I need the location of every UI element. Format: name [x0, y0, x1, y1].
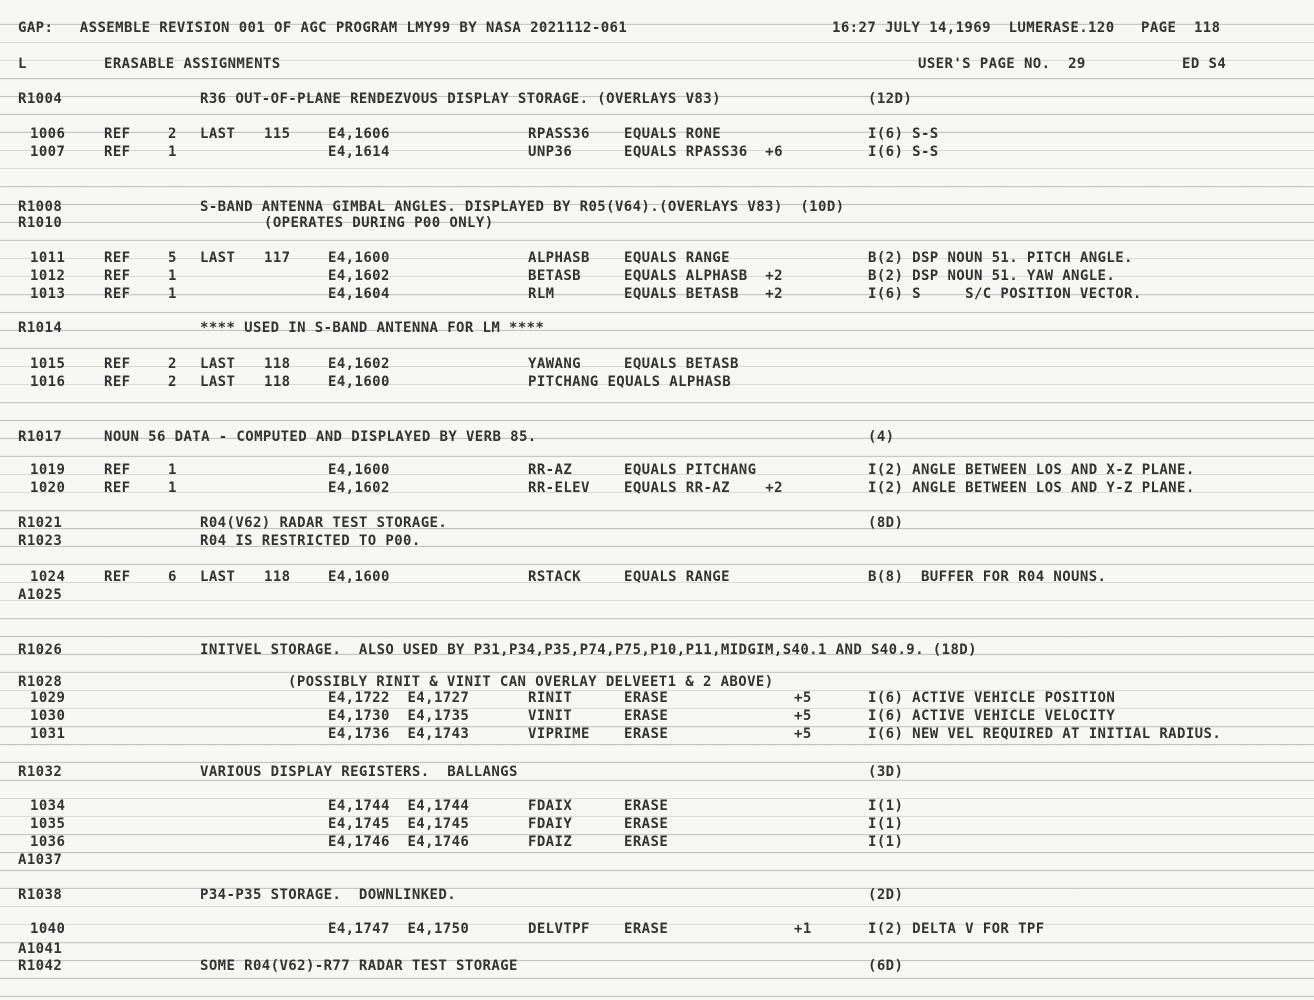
line-field: I(1): [868, 834, 904, 850]
line-field: LAST: [200, 250, 236, 266]
line-field: 1: [168, 462, 177, 478]
listing-line: [0, 851, 1314, 869]
line-field: EQUALS RR-AZ +2: [624, 480, 783, 496]
listing-line: [0, 689, 1314, 707]
line-number: R1032: [18, 764, 63, 780]
line-field: E4,1745 E4,1745: [328, 816, 470, 832]
line-field: +5: [794, 726, 812, 742]
line-field: (2D): [868, 887, 904, 903]
listing-line: [0, 355, 1314, 373]
section-type: L: [18, 56, 27, 72]
line-number: R1017: [18, 429, 63, 445]
listing-line: [0, 514, 1314, 532]
listing-line: [0, 249, 1314, 267]
line-field: 115: [264, 126, 291, 142]
line-field: FDAIY: [528, 816, 573, 832]
line-field: REF: [104, 144, 131, 160]
line-field: E4,1600: [328, 569, 390, 585]
line-field: +5: [794, 690, 812, 706]
line-number: 1020: [30, 480, 66, 496]
listing-line: [0, 267, 1314, 285]
line-field: REF: [104, 480, 131, 496]
line-field: B(2) DSP NOUN 51. PITCH ANGLE.: [868, 250, 1133, 266]
line-field: 118: [264, 356, 291, 372]
line-number: 1035: [30, 816, 66, 832]
line-field: EQUALS RANGE: [624, 569, 730, 585]
line-field: E4,1730 E4,1735: [328, 708, 470, 724]
line-field: REF: [104, 268, 131, 284]
line-field: S-BAND ANTENNA GIMBAL ANGLES. DISPLAYED BY R05(V64).(OVERLAYS V83) (10D): [200, 199, 845, 215]
listing-line: [0, 479, 1314, 497]
line-field: 2: [168, 126, 177, 142]
line-number: 1029: [30, 690, 66, 706]
listing-line: [0, 125, 1314, 143]
line-field: INITVEL STORAGE. ALSO USED BY P31,P34,P35,P74,P75,P10,P11,MIDGIM,S40.1 AND S40.9. (18D): [200, 642, 977, 658]
line-field: E4,1722 E4,1727: [328, 690, 470, 706]
line-field: 6: [168, 569, 177, 585]
line-number: R1042: [18, 958, 63, 974]
line-field: LAST: [200, 569, 236, 585]
line-field: 118: [264, 374, 291, 390]
listing-line: [0, 725, 1314, 743]
line-number: A1041: [18, 941, 63, 957]
line-field: I(6) S-S: [868, 144, 939, 160]
listing-line: [0, 285, 1314, 303]
line-field: ERASE: [624, 921, 669, 937]
listing-line: [0, 763, 1314, 781]
line-field: I(2) ANGLE BETWEEN LOS AND X-Z PLANE.: [868, 462, 1195, 478]
line-field: VINIT: [528, 708, 573, 724]
line-field: 1: [168, 286, 177, 302]
line-field: LAST: [200, 374, 236, 390]
line-field: R04(V62) RADAR TEST STORAGE.: [200, 515, 448, 531]
listing-line: [0, 214, 1314, 232]
line-field: **** USED IN S-BAND ANTENNA FOR LM ****: [200, 320, 545, 336]
listing-line: [0, 707, 1314, 725]
section-header: [0, 55, 1314, 73]
line-field: B(8) BUFFER FOR R04 NOUNS.: [868, 569, 1107, 585]
listing-line: [0, 833, 1314, 851]
listing-line: [0, 568, 1314, 586]
line-number: R1014: [18, 320, 63, 336]
line-number: 1031: [30, 726, 66, 742]
line-field: RR-AZ: [528, 462, 573, 478]
line-field: +1: [794, 921, 812, 937]
line-field: EQUALS RANGE: [624, 250, 730, 266]
line-number: A1037: [18, 852, 63, 868]
line-field: 2: [168, 374, 177, 390]
line-field: ERASE: [624, 690, 669, 706]
line-field: (6D): [868, 958, 904, 974]
line-field: I(1): [868, 798, 904, 814]
line-field: (12D): [868, 91, 913, 107]
listing-line: [0, 319, 1314, 337]
line-field: BETASB: [528, 268, 581, 284]
line-number: 1007: [30, 144, 66, 160]
line-field: LAST: [200, 126, 236, 142]
line-number: 1016: [30, 374, 66, 390]
line-field: E4,1744 E4,1744: [328, 798, 470, 814]
line-field: E4,1606: [328, 126, 390, 142]
line-field: E4,1600: [328, 250, 390, 266]
line-field: UNP36: [528, 144, 573, 160]
line-field: E4,1747 E4,1750: [328, 921, 470, 937]
line-number: A1025: [18, 587, 63, 603]
page-header: [0, 19, 1314, 37]
line-field: (POSSIBLY RINIT & VINIT CAN OVERLAY DELVEET1 & 2 ABOVE): [288, 674, 774, 690]
line-number: R1004: [18, 91, 63, 107]
line-number: R1038: [18, 887, 63, 903]
section-title: ERASABLE ASSIGNMENTS: [104, 56, 281, 72]
line-field: ALPHASB: [528, 250, 590, 266]
line-field: (8D): [868, 515, 904, 531]
line-field: E4,1602: [328, 356, 390, 372]
line-field: B(2) DSP NOUN 51. YAW ANGLE.: [868, 268, 1116, 284]
header-left: GAP: ASSEMBLE REVISION 001 OF AGC PROGRAM LMY99 BY NASA 2021112-061: [18, 20, 628, 36]
listing-line: [0, 532, 1314, 550]
line-number: R1010: [18, 215, 63, 231]
line-field: ERASE: [624, 726, 669, 742]
line-field: REF: [104, 462, 131, 478]
line-field: REF: [104, 374, 131, 390]
line-field: NOUN 56 DATA - COMPUTED AND DISPLAYED BY VERB 85.: [104, 429, 537, 445]
line-field: VIPRIME: [528, 726, 590, 742]
listing-line: [0, 940, 1314, 958]
listing-line: [0, 586, 1314, 604]
line-field: 118: [264, 569, 291, 585]
line-field: EQUALS BETASB: [624, 356, 739, 372]
line-field: E4,1600: [328, 374, 390, 390]
line-field: SOME R04(V62)-R77 RADAR TEST STORAGE: [200, 958, 518, 974]
line-field: E4,1604: [328, 286, 390, 302]
listing-line: [0, 373, 1314, 391]
line-field: REF: [104, 356, 131, 372]
header-right: 16:27 JULY 14,1969 LUMERASE.120 PAGE 118: [832, 20, 1221, 36]
listing-line: [0, 461, 1314, 479]
line-field: RLM: [528, 286, 555, 302]
line-field: R36 OUT-OF-PLANE RENDEZVOUS DISPLAY STORAGE. (OVERLAYS V83): [200, 91, 721, 107]
edition-label: ED S4: [1182, 56, 1227, 72]
line-field: ERASE: [624, 708, 669, 724]
line-field: P34-P35 STORAGE. DOWNLINKED.: [200, 887, 457, 903]
line-field: RSTACK: [528, 569, 581, 585]
line-number: 1012: [30, 268, 66, 284]
line-number: R1023: [18, 533, 63, 549]
line-field: EQUALS ALPHASB +2: [624, 268, 783, 284]
line-field: I(6) S S/C POSITION VECTOR.: [868, 286, 1142, 302]
line-field: R04 IS RESTRICTED TO P00.: [200, 533, 421, 549]
line-field: E4,1602: [328, 480, 390, 496]
line-number: 1040: [30, 921, 66, 937]
line-number: 1013: [30, 286, 66, 302]
line-number: R1021: [18, 515, 63, 531]
line-number: 1019: [30, 462, 66, 478]
line-field: I(2) DELTA V FOR TPF: [868, 921, 1045, 937]
listing-line: [0, 143, 1314, 161]
line-field: E4,1602: [328, 268, 390, 284]
line-field: DELVTPF: [528, 921, 590, 937]
line-field: E4,1736 E4,1743: [328, 726, 470, 742]
line-field: REF: [104, 286, 131, 302]
line-number: 1030: [30, 708, 66, 724]
line-field: I(6) ACTIVE VEHICLE POSITION: [868, 690, 1116, 706]
line-number: R1028: [18, 674, 63, 690]
line-number: 1034: [30, 798, 66, 814]
line-field: (4): [868, 429, 895, 445]
line-field: 1: [168, 144, 177, 160]
line-field: RPASS36: [528, 126, 590, 142]
line-field: I(6) S-S: [868, 126, 939, 142]
line-number: 1024: [30, 569, 66, 585]
line-field: 1: [168, 480, 177, 496]
line-field: REF: [104, 126, 131, 142]
line-field: FDAIX: [528, 798, 573, 814]
line-field: E4,1746 E4,1746: [328, 834, 470, 850]
line-number: 1006: [30, 126, 66, 142]
line-field: EQUALS RONE: [624, 126, 722, 142]
user-page-label: USER'S PAGE NO. 29: [918, 56, 1086, 72]
line-number: R1026: [18, 642, 63, 658]
line-field: EQUALS RPASS36 +6: [624, 144, 783, 160]
listing-line: [0, 90, 1314, 108]
line-number: 1011: [30, 250, 66, 266]
line-field: E4,1614: [328, 144, 390, 160]
line-field: FDAIZ: [528, 834, 573, 850]
line-field: PITCHANG EQUALS ALPHASB: [528, 374, 732, 390]
listing-line: [0, 428, 1314, 446]
line-field: REF: [104, 569, 131, 585]
line-field: ERASE: [624, 816, 669, 832]
line-field: E4,1600: [328, 462, 390, 478]
listing-line: [0, 815, 1314, 833]
line-number: R1008: [18, 199, 63, 215]
line-field: LAST: [200, 356, 236, 372]
line-field: ERASE: [624, 834, 669, 850]
line-field: I(2) ANGLE BETWEEN LOS AND Y-Z PLANE.: [868, 480, 1195, 496]
line-field: +5: [794, 708, 812, 724]
line-field: 1: [168, 268, 177, 284]
line-field: (3D): [868, 764, 904, 780]
line-field: EQUALS PITCHANG: [624, 462, 757, 478]
listing-line: [0, 920, 1314, 938]
line-field: VARIOUS DISPLAY REGISTERS. BALLANGS: [200, 764, 518, 780]
listing-line: [0, 797, 1314, 815]
line-field: I(6) ACTIVE VEHICLE VELOCITY: [868, 708, 1116, 724]
line-field: ERASE: [624, 798, 669, 814]
line-field: RR-ELEV: [528, 480, 590, 496]
line-field: EQUALS BETASB +2: [624, 286, 783, 302]
listing-line: [0, 641, 1314, 659]
line-field: REF: [104, 250, 131, 266]
line-number: 1036: [30, 834, 66, 850]
line-field: RINIT: [528, 690, 573, 706]
line-field: 117: [264, 250, 291, 266]
line-field: YAWANG: [528, 356, 581, 372]
listing-line: [0, 886, 1314, 904]
line-field: 5: [168, 250, 177, 266]
line-field: I(1): [868, 816, 904, 832]
line-field: (OPERATES DURING P00 ONLY): [264, 215, 494, 231]
line-field: 2: [168, 356, 177, 372]
listing-line: [0, 957, 1314, 975]
line-field: I(6) NEW VEL REQUIRED AT INITIAL RADIUS.: [868, 726, 1222, 742]
line-number: 1015: [30, 356, 66, 372]
